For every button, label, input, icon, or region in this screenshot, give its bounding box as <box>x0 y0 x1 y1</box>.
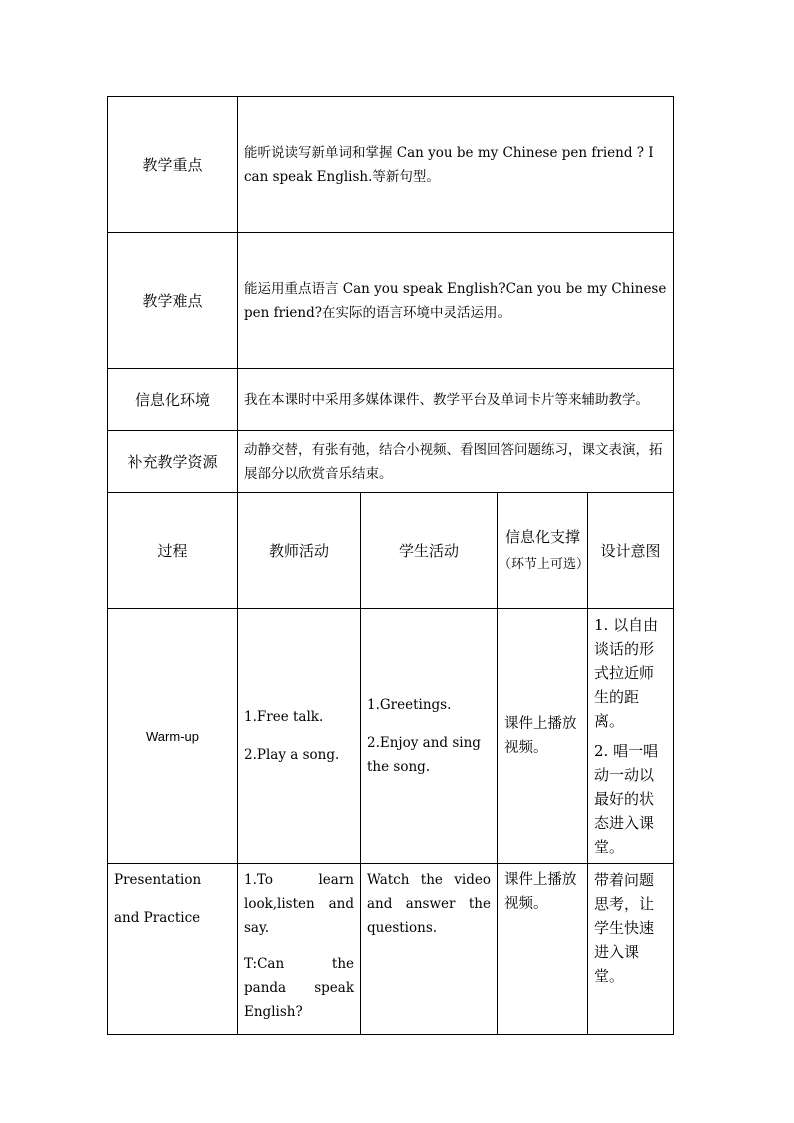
presentation-stage-line: Presentation <box>114 872 202 888</box>
it-environment-label: 信息化环境 <box>108 369 238 431</box>
warmup-student <box>361 609 498 864</box>
presentation-teacher-item: 1.To learn look,listen and say. <box>244 872 354 936</box>
presentation-stage-line: and Practice <box>114 910 201 926</box>
warmup-teacher <box>238 609 361 864</box>
presentation-it: 课件上播放视频。 <box>498 864 588 1035</box>
presentation-teacher-item: T:Can the panda speak English? <box>244 956 354 1020</box>
warmup-it: 课件上播放视频。 <box>498 609 588 864</box>
difficulties-text: 能运用重点语言 Can you speak English?Can you be my Chinese pen friend?在实际的语言环境中灵活运用。 <box>238 233 674 369</box>
row-it-environment <box>108 369 674 431</box>
row-warmup <box>108 609 674 864</box>
header-it-support-title: 信息化支撑 <box>504 527 580 546</box>
resources-label: 补充教学资源 <box>108 431 238 493</box>
header-teacher: 教师活动 <box>238 493 361 609</box>
header-student: 学生活动 <box>361 493 498 609</box>
header-it-support <box>498 493 588 609</box>
warmup-stage: Warm-up <box>108 609 238 864</box>
lesson-plan-table <box>107 96 674 1035</box>
warmup-student-item: 2.Enjoy and sing the song. <box>367 735 481 775</box>
warmup-student-item: 1.Greetings. <box>367 697 452 713</box>
warmup-design <box>588 609 674 864</box>
header-design: 设计意图 <box>588 493 674 609</box>
warmup-design-item: 1. 以自由谈话的形式拉近师生的距离。 <box>594 616 659 730</box>
header-it-note: （环节上可选） <box>498 556 590 572</box>
presentation-design: 带着问题思考，让学生快速进入课堂。 <box>588 864 674 1035</box>
row-presentation <box>108 864 674 1035</box>
row-resources <box>108 431 674 493</box>
resources-text: 动静交替，有张有弛，结合小视频、看图回答问题练习，课文表演，拓展部分以欣赏音乐结束。 <box>238 431 674 493</box>
warmup-design-item: 2. 唱一唱动一动以最好的状态进入课堂。 <box>594 742 659 856</box>
presentation-student: Watch the video and answer the questions. <box>361 864 498 1035</box>
header-process: 过程 <box>108 493 238 609</box>
row-difficulties <box>108 233 674 369</box>
it-environment-text: 我在本课时中采用多媒体课件、教学平台及单词卡片等来辅助教学。 <box>238 369 674 431</box>
row-key-points <box>108 97 674 233</box>
difficulties-label: 教学难点 <box>108 233 238 369</box>
row-headers <box>108 493 674 609</box>
key-points-text: 能听说读写新单词和掌握 Can you be my Chinese pen friend ? I can speak English.等新句型。 <box>238 97 674 233</box>
key-points-label: 教学重点 <box>108 97 238 233</box>
presentation-stage <box>108 864 238 1035</box>
warmup-teacher-item: 1.Free talk. <box>244 709 324 725</box>
presentation-teacher <box>238 864 361 1035</box>
warmup-teacher-item: 2.Play a song. <box>244 747 340 763</box>
